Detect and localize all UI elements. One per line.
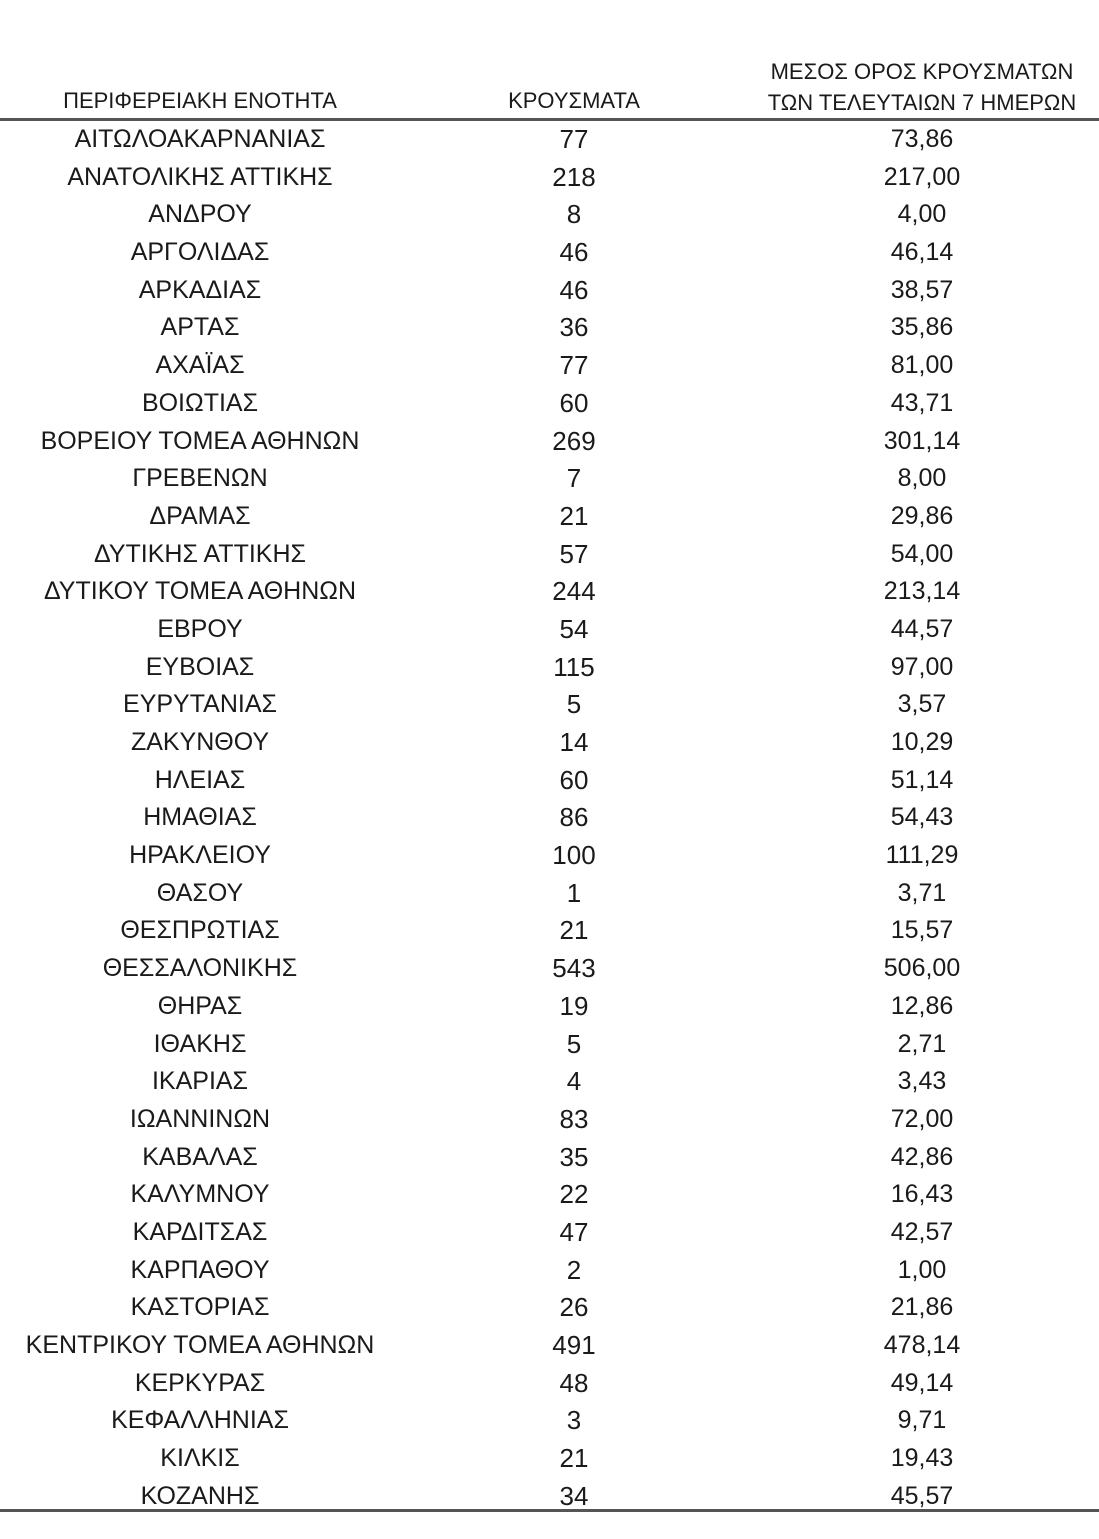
average-cell: 506,00: [883, 954, 961, 983]
table-row: [0, 837, 1099, 875]
header-cases: ΚΡΟΥΣΜΑΤΑ: [508, 88, 640, 113]
table-row: [0, 573, 1099, 611]
table-row: [0, 234, 1099, 272]
average-cell: 4,00: [897, 200, 947, 229]
cases-cell: 218: [552, 161, 596, 192]
table-row: [0, 498, 1099, 536]
cases-cell: 2: [566, 1254, 582, 1285]
table-row: [0, 536, 1099, 574]
cases-cell: 47: [559, 1216, 589, 1247]
cases-cell: 83: [559, 1103, 589, 1134]
table-row: [0, 988, 1099, 1026]
average-cell: 19,43: [890, 1444, 954, 1473]
average-cell: 10,29: [890, 728, 954, 756]
table-row: [0, 196, 1099, 234]
average-cell: 44,57: [890, 614, 954, 643]
table-row: [0, 799, 1099, 837]
table-row: [0, 385, 1099, 423]
table-row: [0, 1440, 1099, 1478]
region-cell: ΗΡΑΚΛΕΙΟΥ: [129, 841, 271, 870]
table-row: [0, 1139, 1099, 1177]
region-cell: ΕΥΒΟΙΑΣ: [145, 652, 255, 681]
region-cell: ΚΑΡΠΑΘΟΥ: [130, 1255, 270, 1284]
region-cell: ΚΑΛΥΜΝΟΥ: [130, 1180, 270, 1209]
cases-cell: 1: [566, 877, 582, 908]
region-cell: ΚΕΝΤΡΙΚΟΥ ΤΟΜΕΑ ΑΘΗΝΩΝ: [25, 1331, 375, 1359]
region-cell: ΓΡΕΒΕΝΩΝ: [132, 464, 268, 493]
average-cell: 54,00: [890, 539, 954, 568]
cases-cell: 8: [566, 199, 582, 230]
cases-cell: 35: [559, 1141, 589, 1172]
region-cell: ΕΒΡΟΥ: [157, 614, 243, 643]
table-row: [0, 950, 1099, 988]
average-cell: 42,86: [890, 1142, 954, 1171]
region-cell: ΖΑΚΥΝΘΟΥ: [130, 728, 270, 756]
average-cell: 12,86: [890, 991, 954, 1020]
table-row: [0, 912, 1099, 950]
region-cell: ΚΕΡΚΥΡΑΣ: [134, 1368, 266, 1397]
region-cell: ΗΜΑΘΙΑΣ: [143, 803, 257, 832]
table-row: [0, 1176, 1099, 1214]
cases-cell: 86: [559, 802, 589, 833]
region-cell: ΑΝΔΡΟΥ: [148, 200, 252, 229]
table-row: [0, 875, 1099, 913]
average-cell: 217,00: [883, 162, 961, 191]
average-cell: 97,00: [890, 652, 954, 681]
region-cell: ΕΥΡΥΤΑΝΙΑΣ: [123, 690, 277, 719]
table-row: [0, 347, 1099, 385]
region-cell: ΑΧΑΪΑΣ: [155, 351, 245, 380]
average-cell: 73,86: [890, 125, 954, 153]
cases-cell: 54: [559, 613, 589, 644]
table-row: [0, 611, 1099, 649]
cases-cell: 244: [552, 576, 596, 607]
region-cell: ΘΕΣΠΡΩΤΙΑΣ: [120, 916, 280, 945]
average-cell: 35,86: [890, 313, 954, 342]
region-cell: ΘΗΡΑΣ: [157, 991, 243, 1020]
region-cell: ΒΟΙΩΤΙΑΣ: [141, 388, 259, 417]
region-cell: ΙΩΑΝΝΙΝΩΝ: [129, 1104, 271, 1133]
cases-cell: 21: [559, 500, 589, 531]
average-cell: 9,71: [897, 1406, 947, 1435]
region-cell: ΘΕΣΣΑΛΟΝΙΚΗΣ: [102, 954, 298, 983]
cases-cell: 26: [559, 1292, 589, 1323]
region-cell: ΑΡΚΑΔΙΑΣ: [138, 275, 262, 304]
average-cell: 3,57: [897, 690, 947, 719]
cases-cell: 14: [559, 727, 589, 757]
average-cell: 43,71: [890, 388, 954, 417]
region-cell: ΘΑΣΟΥ: [156, 878, 244, 907]
table-row: [0, 1365, 1099, 1403]
average-cell: 45,57: [890, 1481, 954, 1510]
average-cell: 16,43: [890, 1180, 954, 1209]
table-row: [0, 1252, 1099, 1290]
average-cell: 72,00: [890, 1104, 954, 1133]
region-cell: ΑΙΤΩΛΟΑΚΑΡΝΑΝΙΑΣ: [74, 125, 326, 153]
cases-cell: 7: [566, 463, 582, 494]
region-cell: ΚΙΛΚΙΣ: [160, 1444, 240, 1473]
table-row: [0, 1026, 1099, 1064]
region-cell: ΚΑΒΑΛΑΣ: [142, 1142, 258, 1171]
region-cell: ΑΡΓΟΛΙΔΑΣ: [130, 238, 270, 267]
header-region: ΠΕΡΙΦΕΡΕΙΑΚΗ ΕΝΟΤΗΤΑ: [63, 88, 337, 113]
average-cell: 478,14: [883, 1331, 961, 1359]
table-row: [0, 1289, 1099, 1327]
region-cell: ΑΡΤΑΣ: [160, 313, 240, 342]
region-cell: ΒΟΡΕΙΟΥ ΤΟΜΕΑ ΑΘΗΝΩΝ: [40, 426, 360, 455]
table-row: [0, 1214, 1099, 1252]
average-cell: 46,14: [890, 238, 954, 267]
cases-cell: 77: [559, 350, 589, 381]
table-row: [0, 460, 1099, 498]
region-cell: ΚΟΖΑΝΗΣ: [140, 1481, 260, 1510]
table-row: [0, 272, 1099, 310]
average-cell: 15,57: [890, 916, 954, 945]
header-average-line2: ΤΩΝ ΤΕΛΕΥΤΑΙΩΝ 7 ΗΜΕΡΩΝ: [767, 90, 1077, 115]
cases-cell: 77: [559, 124, 589, 154]
region-cell: ΙΘΑΚΗΣ: [153, 1029, 247, 1058]
table-row: [0, 309, 1099, 347]
average-cell: 3,43: [897, 1067, 947, 1096]
table-row: [0, 423, 1099, 461]
average-cell: 54,43: [890, 803, 954, 832]
cases-cell: 543: [552, 953, 596, 984]
cases-cell: 34: [559, 1480, 589, 1511]
cases-cell: 36: [559, 312, 589, 343]
cases-cell: 100: [552, 840, 596, 871]
table-header: [0, 0, 1099, 121]
cases-cell: 269: [552, 425, 596, 456]
average-cell: 42,57: [890, 1217, 954, 1246]
region-cell: ΚΑΣΤΟΡΙΑΣ: [130, 1293, 270, 1322]
cases-cell: 46: [559, 274, 589, 305]
cases-cell: 5: [566, 1028, 582, 1059]
average-cell: 213,14: [883, 577, 961, 606]
cases-cell: 22: [559, 1179, 589, 1210]
table-row: [0, 686, 1099, 724]
table-row: [0, 1402, 1099, 1440]
cases-cell: 48: [559, 1367, 589, 1398]
average-cell: 21,86: [890, 1293, 954, 1322]
cases-cell: 5: [566, 689, 582, 720]
table-row: [0, 649, 1099, 687]
average-cell: 8,00: [897, 464, 947, 493]
region-cell: ΚΑΡΔΙΤΣΑΣ: [132, 1217, 268, 1246]
table-row: [0, 762, 1099, 800]
table-row: [0, 724, 1099, 762]
table-row: [0, 1327, 1099, 1365]
region-cell: ΑΝΑΤΟΛΙΚΗΣ ΑΤΤΙΚΗΣ: [67, 162, 333, 191]
average-cell: 301,14: [883, 426, 961, 455]
cases-cell: 4: [566, 1066, 582, 1097]
region-cell: ΗΛΕΙΑΣ: [154, 765, 246, 794]
cases-cell: 60: [559, 764, 589, 795]
cases-cell: 3: [566, 1405, 582, 1436]
table-row: [0, 1063, 1099, 1101]
region-cell: ΔΡΑΜΑΣ: [149, 501, 251, 530]
average-cell: 51,14: [890, 765, 954, 794]
average-cell: 38,57: [890, 275, 954, 304]
cases-cell: 115: [553, 651, 595, 682]
table-row: [0, 121, 1099, 159]
region-cell: ΔΥΤΙΚΗΣ ΑΤΤΙΚΗΣ: [94, 539, 306, 568]
region-cell: ΔΥΤΙΚΟΥ ΤΟΜΕΑ ΑΘΗΝΩΝ: [43, 577, 357, 606]
header-average: [752, 56, 1092, 118]
cases-cell: 19: [559, 990, 589, 1021]
average-cell: 3,71: [897, 878, 947, 907]
average-cell: 29,86: [890, 501, 954, 530]
table-row: [0, 159, 1099, 197]
table-body: [0, 121, 1099, 1515]
cases-cell: 21: [559, 915, 589, 946]
region-cell: ΚΕΦΑΛΛΗΝΙΑΣ: [111, 1406, 289, 1435]
region-cell: ΙΚΑΡΙΑΣ: [151, 1067, 249, 1096]
average-cell: 111,29: [885, 841, 959, 870]
cases-cell: 21: [559, 1443, 589, 1474]
average-cell: 49,14: [890, 1368, 954, 1397]
average-cell: 81,00: [890, 351, 954, 380]
cases-cell: 60: [559, 387, 589, 418]
average-cell: 1,00: [897, 1255, 947, 1284]
cases-cell: 491: [552, 1330, 596, 1360]
cases-cell: 46: [559, 237, 589, 268]
average-cell: 2,71: [897, 1029, 947, 1058]
bottom-rule: [0, 1509, 1099, 1512]
table-row: [0, 1101, 1099, 1139]
cases-cell: 57: [559, 538, 589, 569]
header-average-line1: ΜΕΣΟΣ ΟΡΟΣ ΚΡΟΥΣΜΑΤΩΝ: [770, 59, 1074, 84]
